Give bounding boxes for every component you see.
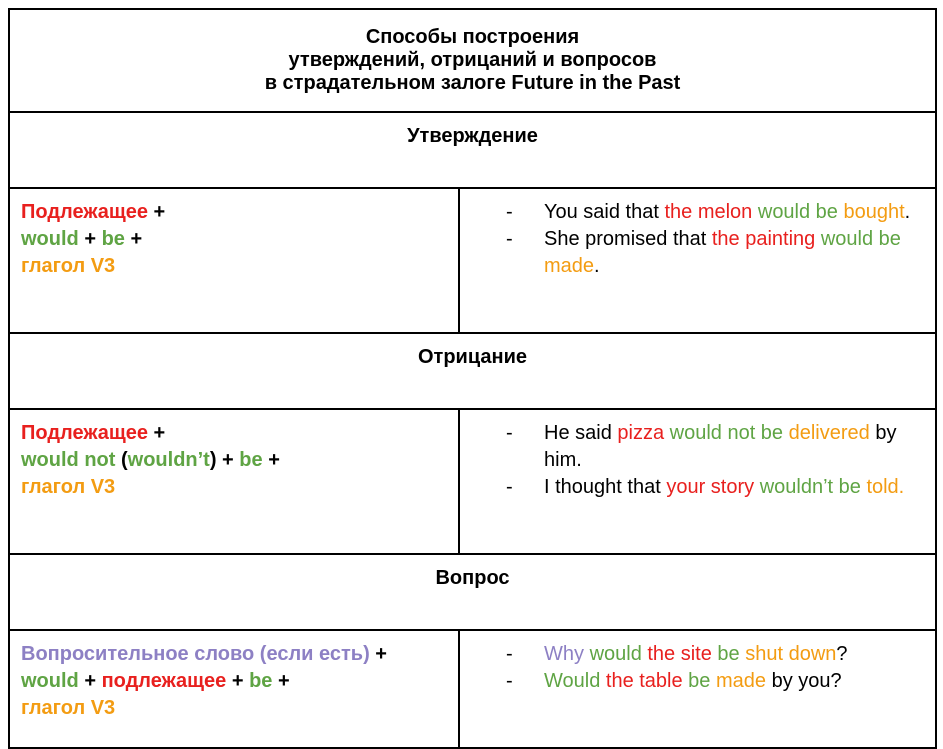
- text-run: bought: [843, 201, 905, 223]
- formula-line: [21, 695, 448, 722]
- text-run: would not be: [664, 422, 789, 444]
- example-text: [544, 226, 919, 280]
- text-run: +: [124, 228, 143, 250]
- example-text: [544, 668, 919, 695]
- bullet-dash: -: [506, 228, 513, 250]
- text-run: the table: [605, 670, 683, 692]
- text-run: told.: [866, 476, 905, 498]
- text-run: +: [369, 643, 387, 665]
- section-heading-question: Вопрос: [9, 554, 936, 630]
- text-run: by you?: [766, 670, 842, 692]
- text-run: be: [239, 449, 263, 471]
- example-item: [474, 420, 919, 474]
- bullet-dash: -: [506, 201, 513, 223]
- text-run: would be: [815, 228, 901, 250]
- examples-affirmative: [459, 188, 936, 333]
- example-text: [544, 474, 919, 501]
- text-run: ) +: [209, 449, 240, 471]
- text-run: I thought that: [544, 476, 667, 498]
- text-run: +: [148, 422, 166, 444]
- text-run: shut down: [745, 643, 837, 665]
- formula-question: [9, 630, 459, 748]
- text-run: the site: [647, 643, 712, 665]
- example-text: [544, 420, 919, 474]
- text-run: wouldn’t: [127, 449, 210, 471]
- text-run: подлежащее: [101, 670, 227, 692]
- title-line-1: Способы построения: [365, 26, 580, 48]
- text-run: the painting: [711, 228, 816, 250]
- example-item: [474, 668, 919, 695]
- example-text: [544, 641, 919, 668]
- title-line-3: в страдательном залоге Future in the Past: [264, 72, 681, 94]
- text-run: would: [21, 228, 79, 250]
- text-run: be: [101, 228, 125, 250]
- text-run: would: [589, 643, 648, 665]
- bullet-dash: -: [506, 422, 513, 444]
- text-run: +: [272, 670, 290, 692]
- text-run: ?: [836, 643, 848, 665]
- text-run: be: [682, 670, 716, 692]
- formula-line: [21, 199, 448, 226]
- text-run: +: [262, 449, 280, 471]
- text-run: +: [148, 201, 166, 223]
- section-heading-negative: Отрицание: [9, 333, 936, 409]
- text-run: You said that: [544, 201, 665, 223]
- text-run: Would: [544, 670, 606, 692]
- formula-line: [21, 447, 448, 474]
- text-run: .: [594, 255, 600, 277]
- formula-negative: [9, 409, 459, 554]
- bullet-dash: -: [506, 670, 513, 692]
- text-run: wouldn’t be: [754, 476, 867, 498]
- text-run: would: [21, 670, 79, 692]
- example-item: [474, 641, 919, 668]
- text-run: would be: [752, 201, 844, 223]
- text-run: pizza: [617, 422, 665, 444]
- grammar-table: [8, 8, 937, 749]
- text-run: +: [226, 670, 250, 692]
- bullet-dash: -: [506, 643, 513, 665]
- text-run: made: [715, 670, 767, 692]
- text-run: be: [249, 670, 273, 692]
- text-run: She promised that: [544, 228, 712, 250]
- text-run: глагол V3: [21, 255, 116, 277]
- text-run: (: [115, 449, 128, 471]
- example-text: [544, 199, 919, 226]
- text-run: Why: [544, 643, 590, 665]
- title-line-2: утверждений, отрицаний и вопросов: [288, 49, 657, 71]
- formula-line: [21, 420, 448, 447]
- section-heading-affirmative: Утверждение: [9, 112, 936, 188]
- example-item: [474, 226, 919, 280]
- text-run: +: [78, 670, 102, 692]
- examples-negative: [459, 409, 936, 554]
- example-item: [474, 199, 919, 226]
- text-run: delivered: [788, 422, 870, 444]
- formula-affirmative: [9, 188, 459, 333]
- text-run: by him.: [544, 422, 897, 471]
- text-run: your story: [666, 476, 755, 498]
- formula-line: [21, 226, 448, 253]
- examples-question: [459, 630, 936, 748]
- text-run: made: [544, 255, 595, 277]
- text-run: глагол V3: [21, 697, 116, 719]
- text-run: +: [78, 228, 102, 250]
- formula-line: [21, 641, 448, 668]
- bullet-dash: -: [506, 476, 513, 498]
- text-run: Подлежащее: [21, 201, 148, 223]
- formula-line: [21, 474, 448, 501]
- formula-line: [21, 253, 448, 280]
- text-run: be: [711, 643, 746, 665]
- table-title: [9, 9, 936, 112]
- text-run: the melon: [664, 201, 753, 223]
- text-run: would not: [21, 449, 116, 471]
- text-run: He said: [544, 422, 618, 444]
- text-run: Вопросительное слово (если есть): [21, 643, 370, 665]
- formula-line: [21, 668, 448, 695]
- text-run: Подлежащее: [21, 422, 148, 444]
- example-item: [474, 474, 919, 501]
- text-run: глагол V3: [21, 476, 116, 498]
- text-run: .: [904, 201, 911, 223]
